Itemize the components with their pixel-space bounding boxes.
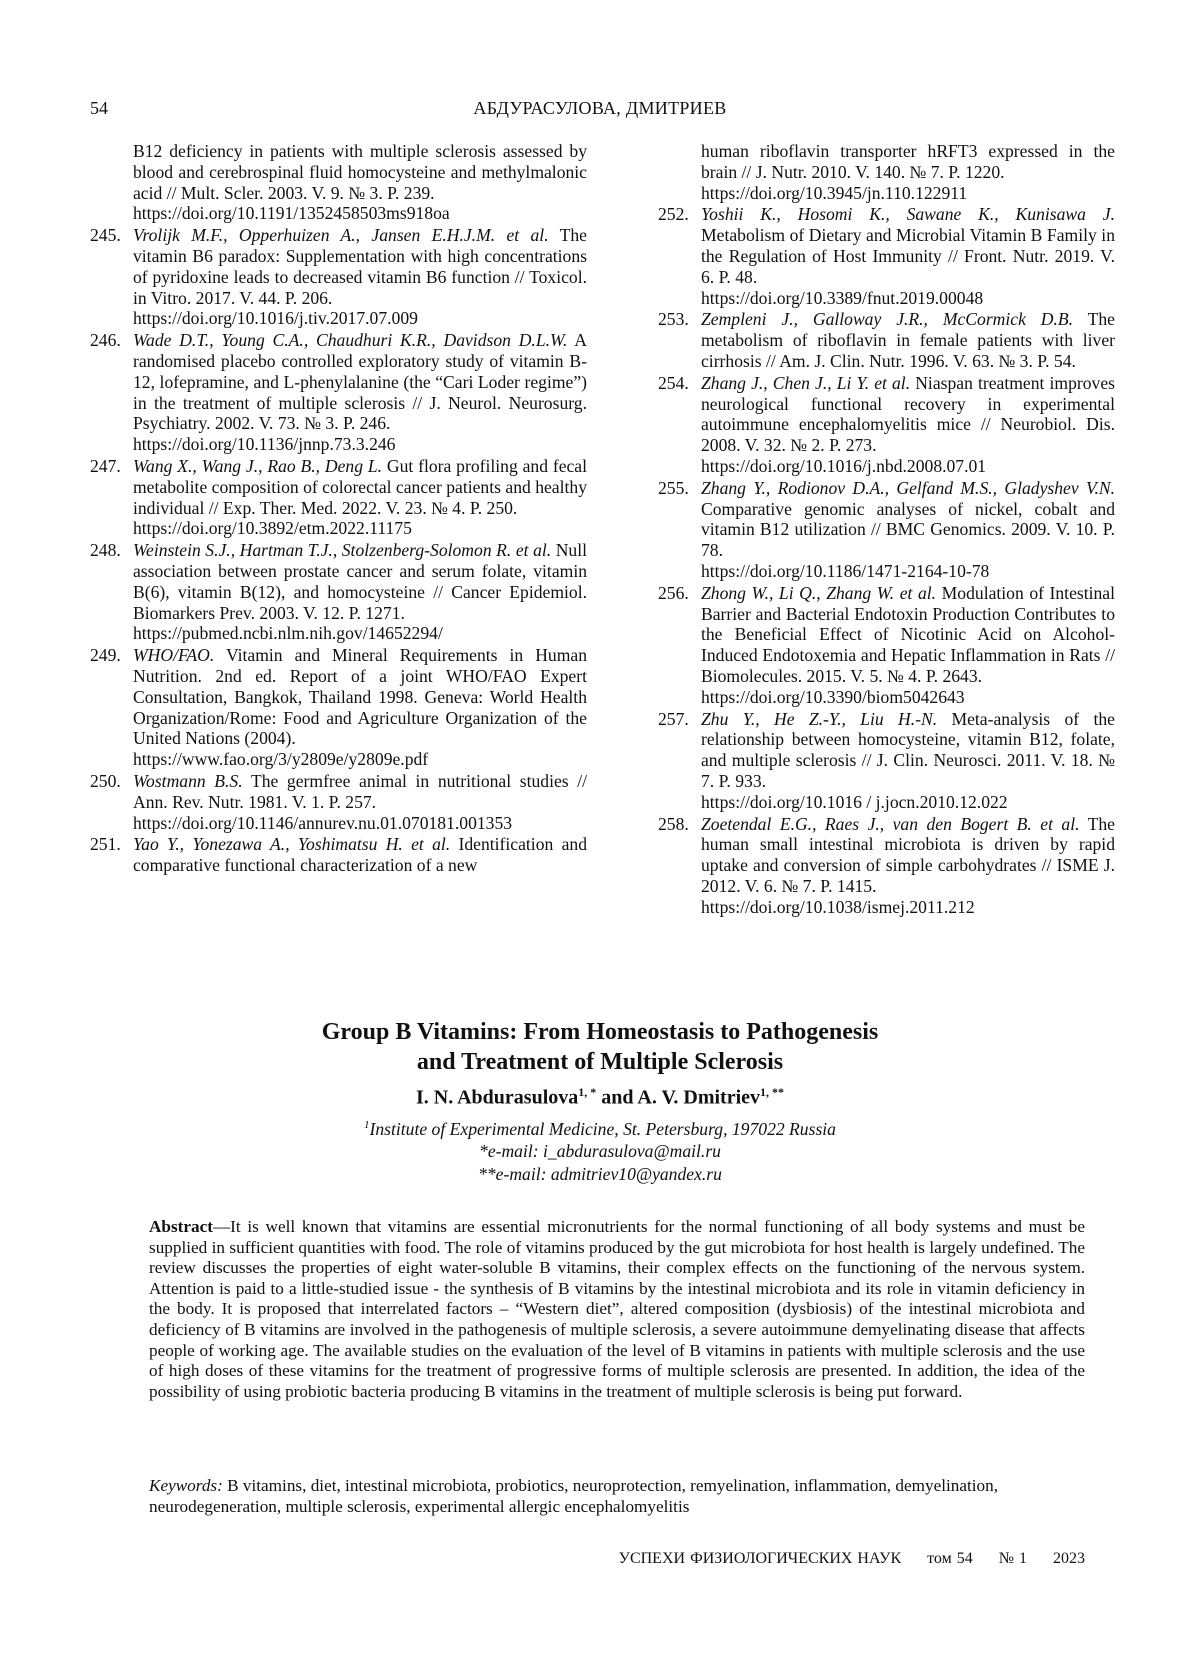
year: 2023: [1053, 1550, 1085, 1567]
reference-authors: Vrolijk M.F., Opperhuizen A., Jansen E.H.J.M. et al.: [133, 225, 549, 245]
reference-number: 257.: [658, 709, 689, 730]
reference-number: 254.: [658, 373, 689, 394]
reference-number: 247.: [90, 456, 121, 477]
author-1: I. N. Abdurasulova: [416, 1087, 578, 1109]
reference-number: 248.: [90, 540, 121, 561]
reference-item: [658, 814, 1115, 918]
references-right-column: [658, 141, 1115, 918]
reference-item: [658, 204, 1115, 308]
reference-item: [90, 645, 587, 770]
reference-number: 245.: [90, 225, 121, 246]
reference-authors: Zoetendal E.G., Raes J., van den Bogert B. et al.: [701, 814, 1080, 834]
email-2[interactable]: **e-mail: admitriev10@yandex.ru: [0, 1163, 1200, 1186]
reference-doi-link[interactable]: https://doi.org/10.3389/fnut.2019.00048: [701, 288, 1115, 309]
reference-text: Niaspan treatment improves neurological functional recovery in experimental autoimmune encephalomyelitis mice // Neurobiol. Dis. 2008. V. 32. № 2. P. 273.: [701, 373, 1115, 455]
author-2: A. V. Dmitriev: [637, 1087, 760, 1109]
reference-number: 252.: [658, 204, 689, 225]
and-text: and: [601, 1087, 633, 1109]
volume: том 54: [927, 1550, 973, 1567]
reference-authors: Zhu Y., He Z.-Y., Liu H.-N.: [701, 709, 937, 729]
author-2-sup: 1, **: [760, 1085, 784, 1099]
reference-item: [658, 583, 1115, 708]
reference-authors: Yoshii K., Hosomi K., Sawane K., Kunisawa J.: [701, 204, 1115, 224]
reference-doi-link[interactable]: https://pubmed.ncbi.nlm.nih.gov/14652294/: [133, 623, 587, 644]
reference-doi-link[interactable]: https://doi.org/10.3390/biom5042643: [701, 687, 1115, 708]
reference-number: 249.: [90, 645, 121, 666]
reference-number: 250.: [90, 771, 121, 792]
reference-text: Meta-analysis of the relationship between homocysteine, vitamin B12, folate, and multiple sclerosis // J. Clin. Neurosci. 2011. V. 18. № 7. P. 933.: [701, 709, 1115, 791]
reference-text: Gut flora profiling and fecal metabolite composition of colorectal cancer patients and healthy individual // Exp. Ther. Med. 2022. V. 23. № 4. P. 250.: [133, 456, 587, 518]
reference-number: 258.: [658, 814, 689, 835]
affiliation: Institute of Experimental Medicine, St. Petersburg, 197022 Russia: [370, 1119, 836, 1139]
email-1[interactable]: *e-mail: i_abdurasulova@mail.ru: [0, 1140, 1200, 1163]
reference-item: [90, 141, 587, 224]
author-1-sup: 1, *: [578, 1085, 596, 1099]
reference-doi-link[interactable]: https://doi.org/10.1016 / j.jocn.2010.12.022: [701, 792, 1115, 813]
reference-item: [90, 771, 587, 833]
reference-text: Metabolism of Dietary and Microbial Vitamin B Family in the Regulation of Host Immunity // Front. Nutr. 2019. V. 6. P. 48.: [701, 225, 1115, 287]
references-left-column: [90, 141, 587, 877]
article-title: [0, 1017, 1200, 1077]
reference-authors: Yao Y., Yonezawa A., Yoshimatsu H. et al.: [133, 834, 450, 854]
reference-text: The germfree animal in nutritional studies // Ann. Rev. Nutr. 1981. V. 1. P. 257.: [133, 771, 587, 812]
reference-item: [658, 478, 1115, 582]
reference-item: [658, 309, 1115, 371]
reference-doi-link[interactable]: https://doi.org/10.1136/jnnp.73.3.246: [133, 434, 587, 455]
reference-authors: Wang X., Wang J., Rao B., Deng L.: [133, 456, 382, 476]
reference-authors: Wade D.T., Young C.A., Chaudhuri K.R., Davidson D.L.W.: [133, 330, 567, 350]
abstract-text: —It is well known that vitamins are essential micronutrients for the normal functioning of all body systems and must be supplied in sufficient quantities with food. The role of vitamins produced by the gut microbiota for host health is largely undefined. The review discusses the properties of eight water-soluble B vitamins, their complex effects on the functioning of the nervous system. Attention is paid to a little-studied issue - the synthesis of B vitamins by the intestinal microbiota and its role in vitamin deficiency in the body. It is proposed that interrelated factors – “Western diet”, altered composition (dysbiosis) of the intestinal microbiota and deficiency of B vitamins are involved in the pathogenesis of multiple sclerosis, a severe autoimmune demyelinating disease that affects people of working age. The available studies on the evaluation of the level of B vitamins in patients with multiple sclerosis and the use of high doses of these vitamins for the treatment of progressive forms of multiple sclerosis are presented. In addition, the idea of the possibility of using probiotic bacteria producing B vitamins in the treatment of multiple sclerosis is being put forward.: [149, 1217, 1085, 1401]
reference-text: Comparative genomic analyses of nickel, cobalt and vitamin B12 utilization // BMC Genomics. 2009. V. 10. P. 78.: [701, 499, 1115, 561]
reference-doi-link[interactable]: https://doi.org/10.3945/jn.110.122911: [701, 183, 1115, 204]
reference-authors: Zhang J., Chen J., Li Y. et al.: [701, 373, 910, 393]
keywords-label: Keywords:: [149, 1476, 223, 1495]
reference-text: human riboflavin transporter hRFT3 expressed in the brain // J. Nutr. 2010. V. 140. № 7. P. 1220.: [701, 141, 1115, 182]
keywords: [149, 1476, 1085, 1517]
reference-number: 255.: [658, 478, 689, 499]
abstract: [149, 1217, 1085, 1402]
reference-text: A randomised placebo controlled exploratory study of vitamin B-12, lofepramine, and L-phenylalanine (the “Cari Loder regime”) in the treatment of multiple sclerosis // J. Neurol. Neurosurg. Psychiatry. 2002. V. 73. № 3. P. 246.: [133, 330, 587, 433]
keywords-text: B vitamins, diet, intestinal microbiota, probiotics, neuroprotection, remyelination, inflammation, demyelination, neurodegeneration, multiple sclerosis, experimental allergic encephalomyelitis: [149, 1476, 998, 1516]
reference-text: The vitamin B6 paradox: Supplementation with high concentrations of pyridoxine leads to decreased vitamin B6 function // Toxicol. in Vitro. 2017. V. 44. P. 206.: [133, 225, 587, 307]
reference-number: 253.: [658, 309, 689, 330]
reference-doi-link[interactable]: https://doi.org/10.1016/j.nbd.2008.07.01: [701, 456, 1115, 477]
reference-text: B12 deficiency in patients with multiple sclerosis assessed by blood and cerebrospinal fluid homocysteine and methylmalonic acid // Mult. Scler. 2003. V. 9. № 3. P. 239.: [133, 141, 587, 203]
issue: № 1: [999, 1550, 1027, 1567]
reference-item: [658, 373, 1115, 477]
reference-number: 246.: [90, 330, 121, 351]
reference-authors: Zempleni J., Galloway J.R., McCormick D.B.: [701, 309, 1073, 329]
abstract-label: Abstract: [149, 1217, 213, 1236]
affiliations: [0, 1114, 1200, 1185]
document-page: [0, 0, 1200, 1669]
reference-item: [90, 540, 587, 644]
reference-authors: Wostmann B.S.: [133, 771, 243, 791]
journal-name: УСПЕХИ ФИЗИОЛОГИЧЕСКИХ НАУК: [619, 1550, 902, 1567]
reference-doi-link[interactable]: https://www.fao.org/3/y2809e/y2809e.pdf: [133, 749, 587, 770]
reference-item: [658, 141, 1115, 203]
reference-number: 256.: [658, 583, 689, 604]
journal-footer: [593, 1550, 1085, 1568]
reference-item: [90, 330, 587, 455]
reference-text: Identification and comparative functional characterization of a new: [133, 834, 587, 875]
running-title: АБДУРАСУЛОВА, ДМИТРИЕВ: [0, 98, 1200, 119]
reference-doi-link[interactable]: https://doi.org/10.3892/etm.2022.11175: [133, 518, 587, 539]
authors: [0, 1085, 1200, 1110]
reference-doi-link[interactable]: https://doi.org/10.1016/j.tiv.2017.07.009: [133, 308, 587, 329]
reference-authors: Weinstein S.J., Hartman T.J., Stolzenberg-Solomon R. et al.: [133, 540, 551, 560]
reference-text: The human small intestinal microbiota is driven by rapid uptake and conversion of simple carbohydrates // ISME J. 2012. V. 6. № 7. P. 1415.: [701, 814, 1115, 896]
reference-text: The metabolism of riboflavin in female patients with liver cirrhosis // Am. J. Clin. Nutr. 1996. V. 63. № 3. P. 54.: [701, 309, 1115, 371]
reference-item: [658, 709, 1115, 813]
reference-authors: WHO/FAO.: [133, 645, 214, 665]
title-line-2: and Treatment of Multiple Sclerosis: [0, 1047, 1200, 1077]
page-number: 54: [90, 98, 108, 119]
reference-item: [90, 456, 587, 539]
reference-doi-link[interactable]: https://doi.org/10.1146/annurev.nu.01.070181.001353: [133, 813, 587, 834]
reference-item: [90, 834, 587, 876]
reference-doi-link[interactable]: https://doi.org/10.1038/ismej.2011.212: [701, 897, 1115, 918]
reference-number: 251.: [90, 834, 121, 855]
reference-doi-link[interactable]: https://doi.org/10.1191/1352458503ms918oa: [133, 203, 587, 224]
reference-authors: Zhang Y., Rodionov D.A., Gelfand M.S., Gladyshev V.N.: [701, 478, 1115, 498]
reference-text: Vitamin and Mineral Requirements in Human Nutrition. 2nd ed. Report of a joint WHO/FAO Expert Consultation, Bangkok, Thailand 1998. Geneva: World Health Organization/Rome: Food and Agriculture Organization of the United Nations (2004).: [133, 645, 587, 748]
reference-text: Modulation of Intestinal Barrier and Bacterial Endotoxin Production Contributes to the Beneficial Effect of Nicotinic Acid on Alcohol-Induced Endotoxemia and Hepatic Inflammation in Rats // Biomolecules. 2015. V. 5. № 4. P. 2643.: [701, 583, 1115, 686]
reference-doi-link[interactable]: https://doi.org/10.1186/1471-2164-10-78: [701, 561, 1115, 582]
affiliation-sup: 1: [364, 1119, 370, 1131]
reference-text: Null association between prostate cancer and serum folate, vitamin B(6), vitamin B(12), and homocysteine // Cancer Epidemiol. Biomarkers Prev. 2003. V. 12. P. 1271.: [133, 540, 587, 622]
reference-authors: Zhong W., Li Q., Zhang W. et al.: [701, 583, 936, 603]
reference-item: [90, 225, 587, 329]
title-line-1: Group B Vitamins: From Homeostasis to Pathogenesis: [0, 1017, 1200, 1047]
